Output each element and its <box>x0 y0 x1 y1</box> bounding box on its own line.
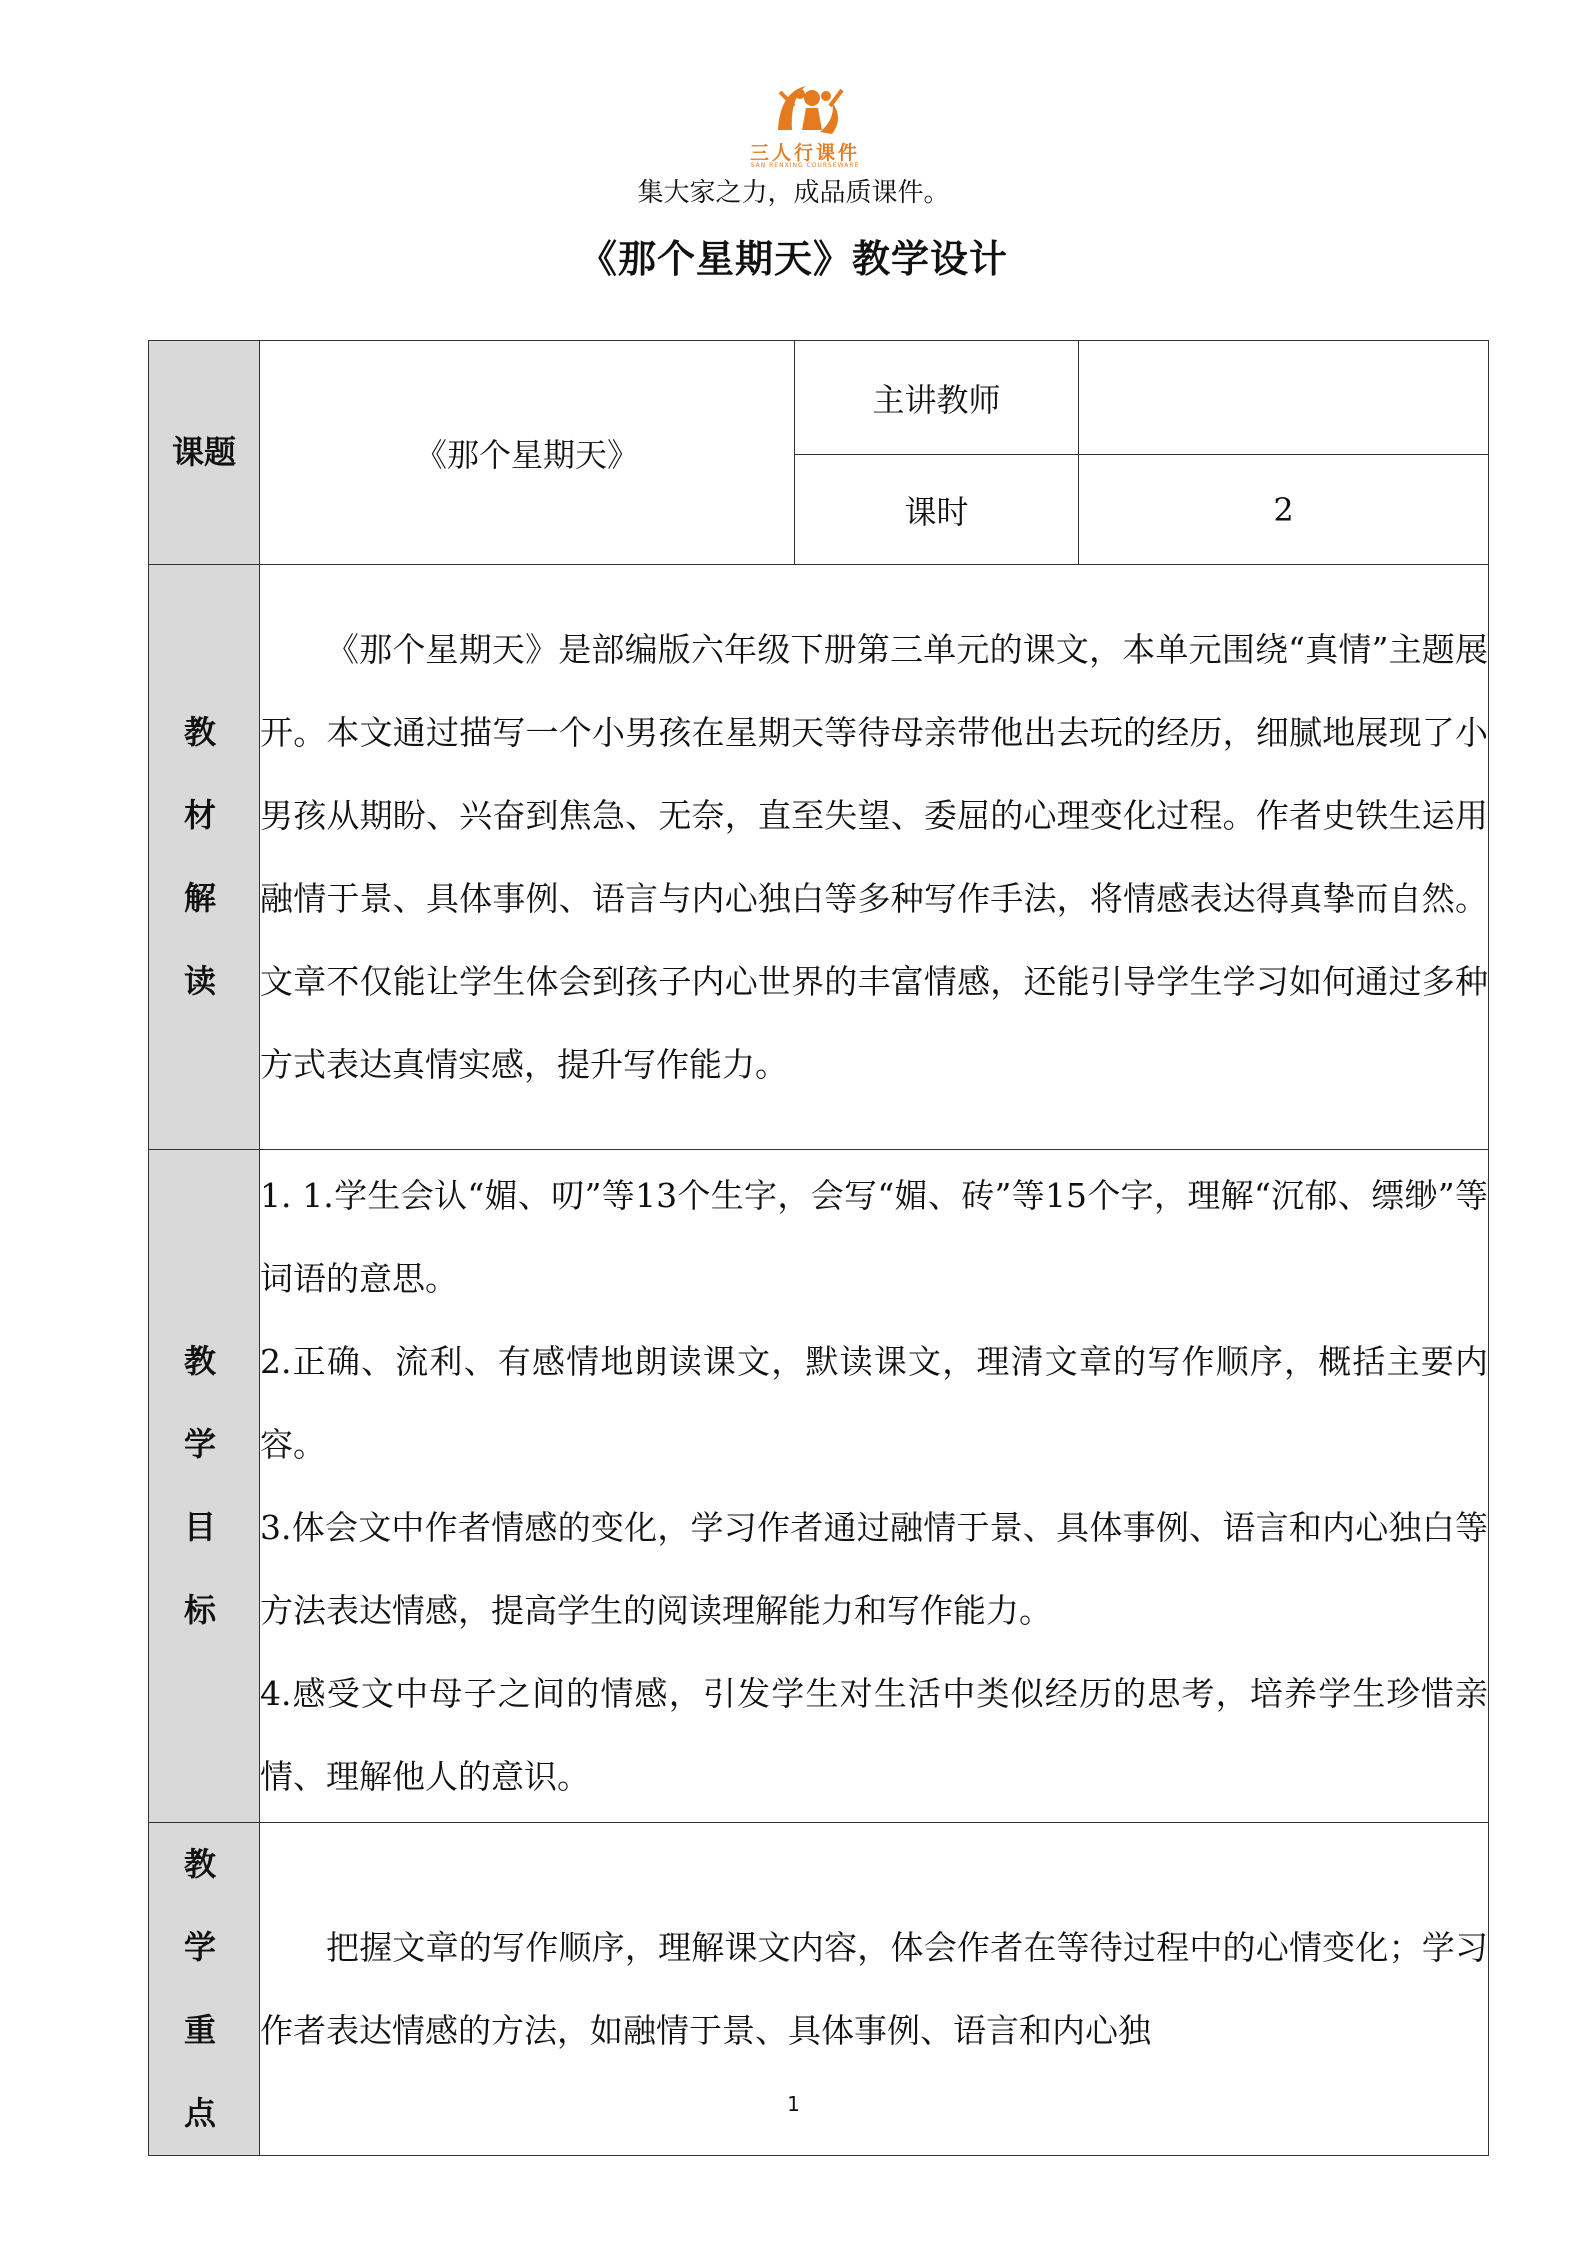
goals-list <box>260 1150 1489 1823</box>
hours-value: 2 <box>1079 455 1489 565</box>
logo-text-cn: 三人行课件 <box>749 142 860 164</box>
page-number: 1 <box>787 2092 800 2116</box>
goal-item: 4.感受文中母子之间的情感，引发学生对生活中类似经历的思考，培养学生珍惜亲情、理解他人的意识。 <box>260 1674 1488 1796</box>
lesson-plan-table <box>148 340 1489 2156</box>
logo-emblem-icon <box>740 78 870 138</box>
goal-item: 3.体会文中作者情感的变化，学习作者通过融情于景、具体事例、语言和内心独白等方法表达情感，提高学生的阅读理解能力和写作能力。 <box>260 1508 1488 1630</box>
teacher-label: 主讲教师 <box>795 341 1079 455</box>
logo-text-en: SAN RENXING COURSEWARE <box>750 162 860 169</box>
analysis-text: 《那个星期天》是部编版六年级下册第三单元的课文，本单元围绕“真情”主题展开。本文通过描写一个小男孩在星期天等待母亲带他出去玩的经历，细腻地展现了小男孩从期盼、兴奋到焦急、无奈，直至失望、委屈的心理变化过程。作者史铁生运用融情于景、具体事例、语言与内心独白等多种写作手法，将情感表达得真挚而自然。文章不仅能让学生体会到孩子内心世界的丰富情感，还能引导学生学习如何通过多种方式表达真情实感，提升写作能力。 <box>260 630 1488 1084</box>
focus-label: 教学重点 <box>149 1823 260 2156</box>
logo <box>740 78 870 168</box>
hours-label: 课时 <box>795 455 1079 565</box>
teacher-value <box>1079 341 1489 455</box>
analysis-label: 教材解读 <box>149 565 260 1150</box>
focus-text: 把握文章的写作顺序，理解课文内容，体会作者在等待过程中的心情变化；学习作者表达情感的方法，如融情于景、具体事例、语言和内心独 <box>260 1928 1488 2050</box>
goals-label: 教学目标 <box>149 1150 260 1823</box>
tagline: 集大家之力，成品质课件。 <box>637 178 950 208</box>
topic-label: 课题 <box>149 341 260 565</box>
topic-value: 《那个星期天》 <box>260 341 795 565</box>
document-title: 《那个星期天》教学设计 <box>578 236 1008 281</box>
goal-item: 2.正确、流利、有感情地朗读课文，默读课文，理清文章的写作顺序，概括主要内容。 <box>260 1342 1488 1464</box>
goal-item: 1. 1.学生会认“媚、叨”等13个生字，会写“媚、砖”等15个字，理解“沉郁、缥缈”等词语的意思。 <box>260 1176 1488 1298</box>
